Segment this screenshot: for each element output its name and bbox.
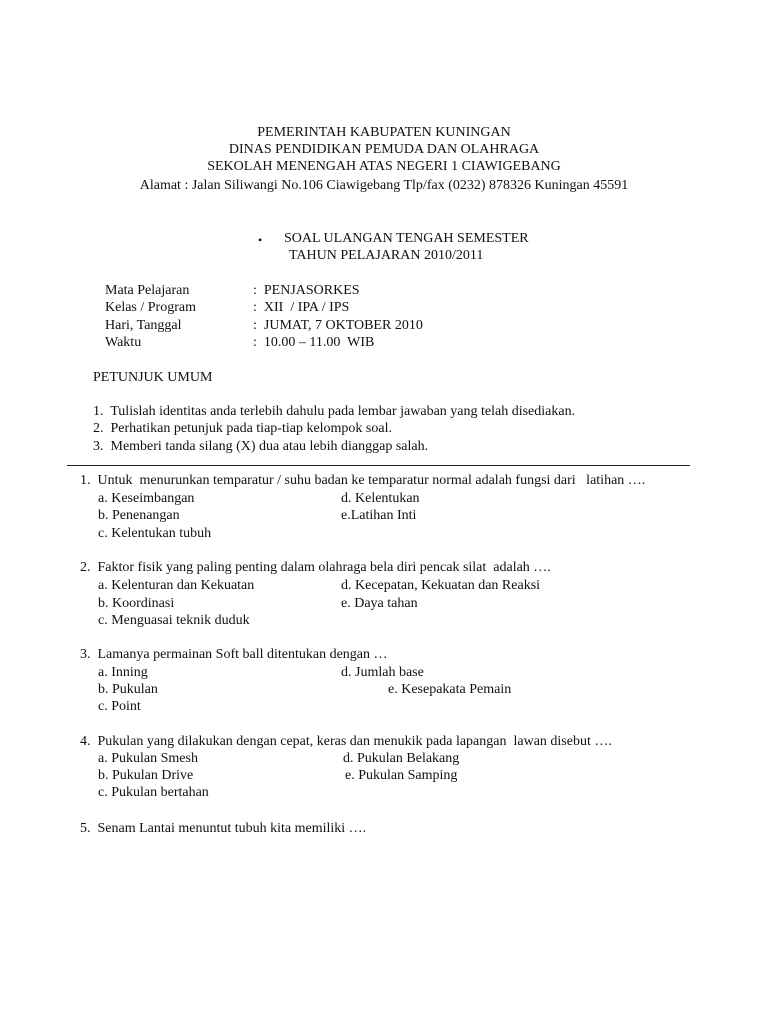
- question-2-option-d: d. Kecepatan, Kekuatan dan Reaksi: [341, 578, 541, 593]
- question-3-option-c: c. Point: [98, 699, 141, 714]
- question-4-option-c: c. Pukulan bertahan: [98, 785, 209, 800]
- info-value-time: : 10.00 – 11.00 WIB: [253, 335, 375, 350]
- question-2-option-c: c. Menguasai teknik duduk: [98, 613, 250, 628]
- question-2-option-a: a. Kelenturan dan Kekuatan: [98, 578, 255, 593]
- header-government: PEMERINTAH KABUPATEN KUNINGAN: [257, 125, 511, 140]
- instruction-item: 2. Perhatikan petunjuk pada tiap-tiap kelompok soal.: [93, 421, 392, 436]
- info-label-time: Waktu: [105, 335, 142, 350]
- question-1-option-e: e.Latihan Inti: [341, 508, 417, 523]
- question-1-text: 1. Untuk menurunkan temparatur / suhu badan ke temparatur normal adalah fungsi dari latihan ….: [80, 473, 646, 488]
- exam-year: TAHUN PELAJARAN 2010/2011: [289, 248, 484, 263]
- question-1-option-c: c. Kelentukan tubuh: [98, 526, 212, 541]
- question-3-text: 3. Lamanya permainan Soft ball ditentukan dengan …: [80, 647, 388, 662]
- exam-title: SOAL ULANGAN TENGAH SEMESTER: [284, 231, 529, 246]
- question-1-option-a: a. Keseimbangan: [98, 491, 195, 506]
- question-3-option-d: d. Jumlah base: [341, 665, 424, 680]
- info-value-class: : XII / IPA / IPS: [253, 300, 350, 315]
- question-2-text: 2. Faktor fisik yang paling penting dalam olahraga bela diri pencak silat adalah ….: [80, 560, 551, 575]
- question-2-option-e: e. Daya tahan: [341, 596, 418, 611]
- question-4-option-e: e. Pukulan Samping: [345, 768, 458, 783]
- question-1-option-b: b. Penenangan: [98, 508, 180, 523]
- info-label-class: Kelas / Program: [105, 300, 196, 315]
- section-divider: [67, 465, 690, 466]
- info-label-subject: Mata Pelajaran: [105, 283, 190, 298]
- question-3-option-b: b. Pukulan: [98, 682, 158, 697]
- header-school: SEKOLAH MENENGAH ATAS NEGERI 1 CIAWIGEBANG: [207, 159, 561, 174]
- question-4-option-b: b. Pukulan Drive: [98, 768, 194, 783]
- instruction-item: 3. Memberi tanda silang (X) dua atau lebih dianggap salah.: [93, 439, 429, 454]
- question-3-option-a: a. Inning: [98, 665, 148, 680]
- instruction-item: 1. Tulislah identitas anda terlebih dahulu pada lembar jawaban yang telah disediakan.: [93, 404, 576, 419]
- info-value-subject: : PENJASORKES: [253, 283, 360, 298]
- question-4-option-a: a. Pukulan Smesh: [98, 751, 198, 766]
- question-1-option-d: d. Kelentukan: [341, 491, 420, 506]
- question-2-option-b: b. Koordinasi: [98, 596, 175, 611]
- header-department: DINAS PENDIDIKAN PEMUDA DAN OLAHRAGA: [228, 142, 540, 157]
- question-5-text: 5. Senam Lantai menuntut tubuh kita memiliki ….: [80, 821, 367, 836]
- info-value-date: : JUMAT, 7 OKTOBER 2010: [253, 318, 423, 333]
- question-4-option-d: d. Pukulan Belakang: [343, 751, 460, 766]
- question-3-option-e: e. Kesepakata Pemain: [388, 682, 512, 697]
- title-bullet: •: [258, 233, 263, 247]
- header-address: Alamat : Jalan Siliwangi No.106 Ciawigebang Tlp/fax (0232) 878326 Kuningan 45591: [139, 178, 629, 193]
- question-4-text: 4. Pukulan yang dilakukan dengan cepat, keras dan menukik pada lapangan lawan disebut ….: [80, 734, 612, 749]
- info-label-date: Hari, Tanggal: [105, 318, 182, 333]
- instructions-heading: PETUNJUK UMUM: [93, 370, 213, 385]
